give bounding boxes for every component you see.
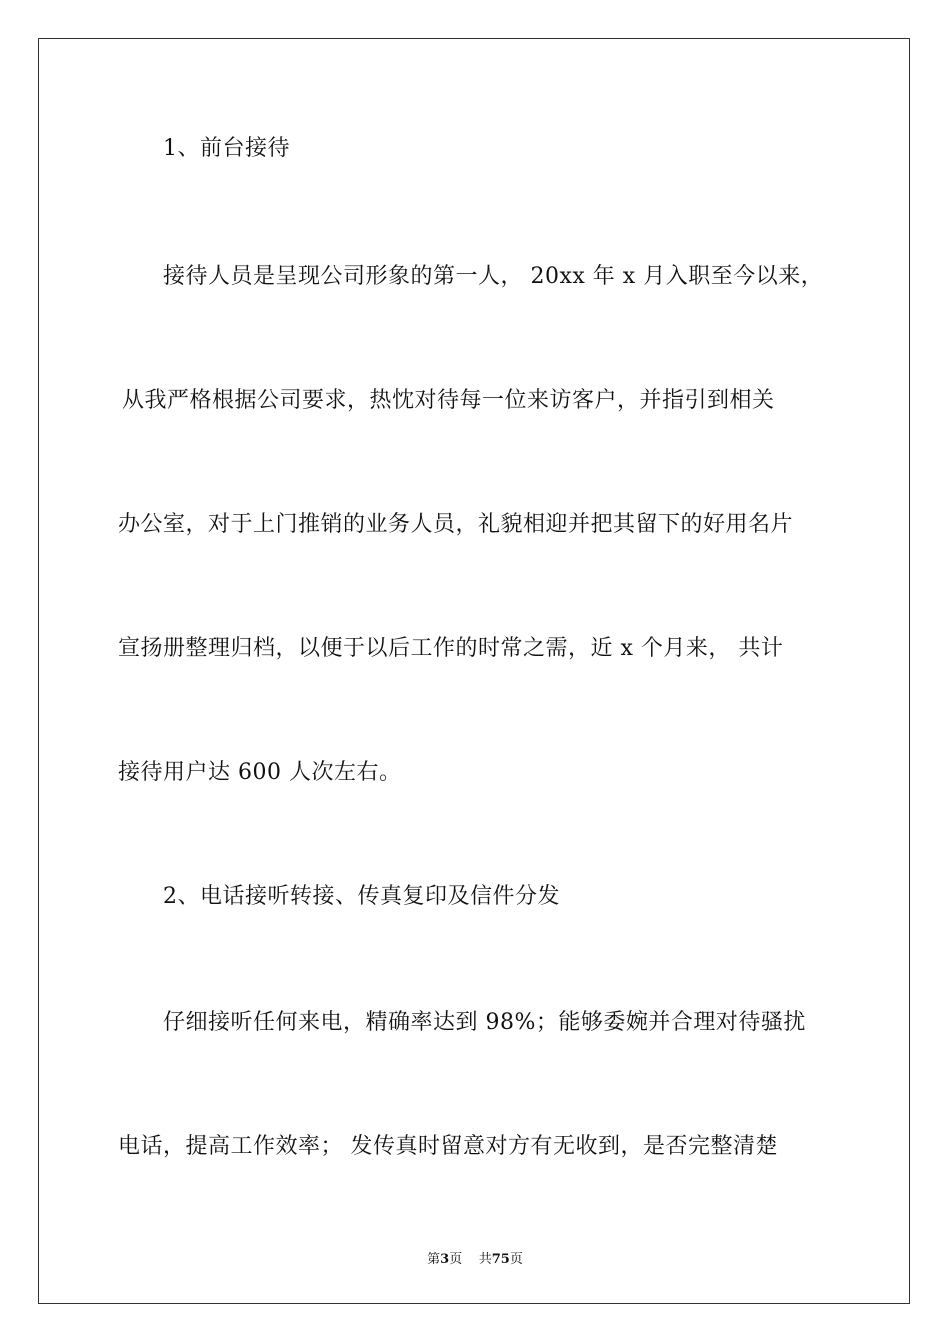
- paragraph-line: 办公室，对于上门推销的业务人员，礼貌相迎并把其留下的好用名片: [118, 512, 794, 537]
- total-pages-number: 75: [491, 1252, 510, 1267]
- paragraph-line: 接待用户达 600 人次左右。: [118, 760, 402, 785]
- footer-total-prefix: 共: [478, 1252, 492, 1267]
- paragraph-line: 电话，提高工作效率； 发传真时留意对方有无收到，是否完整清楚: [118, 1134, 778, 1159]
- section-heading-2: 2、电话接听转接、传真复印及信件分发: [163, 884, 560, 909]
- paragraph-line: 宣扬册整理归档，以便于以后工作的时常之需，近 x 个月来， 共计: [118, 636, 784, 661]
- section-heading-1: 1、前台接待: [163, 136, 290, 161]
- paragraph-line: 仔细接听任何来电，精确率达到 98%；能够委婉并合理对待骚扰: [163, 1010, 806, 1035]
- footer-total-suffix: 页: [509, 1252, 523, 1267]
- page-border: [38, 38, 910, 1304]
- paragraph-line: 接待人员是呈现公司形象的第一人， 20xx 年 x 月入职至今以来，: [163, 264, 824, 289]
- current-page-number: 3: [440, 1252, 450, 1267]
- page-footer: [0, 1248, 950, 1267]
- footer-page-suffix: 页: [449, 1252, 463, 1267]
- paragraph-line: 从我严格根据公司要求，热忱对待每一位来访客户，并指引到相关: [122, 388, 775, 413]
- footer-prefix: 第: [427, 1252, 441, 1267]
